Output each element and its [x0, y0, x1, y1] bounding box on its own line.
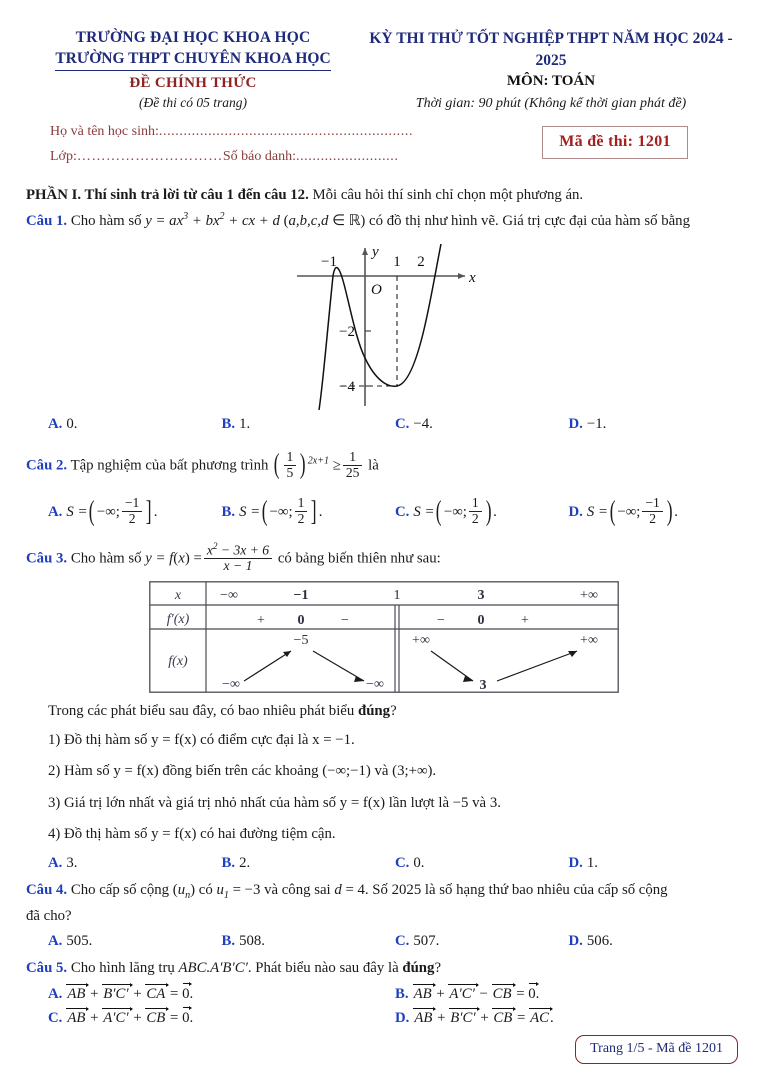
question-3-prompt [26, 703, 742, 720]
option-c-value: 507. [413, 933, 440, 950]
option-b-letter: B. [221, 504, 236, 521]
exam-subject: MÔN: TOÁN [506, 73, 596, 90]
statement-2: 2) Hàm số y = f(x) đồng biến trên các khoảng (−∞;−1) và (3;+∞). [48, 763, 437, 780]
f-left-end-neg-inf: −∞ [366, 677, 384, 693]
statement-1: 1) Đồ thị hàm số y = f(x) có điểm cực đại là x = −1. [48, 732, 355, 749]
zero-vector: 0 [528, 986, 536, 1003]
option-b-letter: B. [395, 986, 409, 1003]
exam-code-box: Mã đề thi: 1201 [542, 126, 688, 159]
vector-bprime-cprime: B′C′ [450, 1010, 476, 1027]
option-d-value: 506. [586, 933, 613, 950]
question-5-options-row-2 [26, 1010, 742, 1027]
option-c-value: −4. [413, 416, 433, 433]
fraction-numerator: $x^2 - 3x + 6$ [206, 541, 270, 558]
vector-cb: CB [492, 986, 512, 1003]
question-2-rhs-fraction [343, 450, 363, 481]
xtick-label-minus1: −1 [321, 254, 337, 271]
question-4-d: d = 4 [334, 881, 365, 898]
x-value-neg-inf: −∞ [220, 588, 238, 604]
option-b[interactable] [222, 497, 396, 529]
question-4-text [26, 879, 742, 903]
arrow-head-down-1 [354, 676, 364, 682]
rhs-numerator: 1 [349, 449, 357, 465]
x-value-pos-inf: +∞ [580, 588, 598, 604]
option-a-left-bound: −∞; [96, 504, 120, 521]
vector-ac: AC [530, 1010, 549, 1027]
question-5-text-c: ? [434, 960, 442, 977]
part-1-heading [26, 187, 742, 204]
question-4-u1: $u_1 = -3$ [216, 881, 261, 901]
student-info-row [0, 112, 768, 169]
vector-ca: CA [146, 986, 166, 1003]
option-a-left-paren: ( [89, 495, 96, 527]
base-numerator: 1 [286, 449, 294, 465]
option-a[interactable] [48, 416, 222, 433]
ytick-label-minus4: −4 [339, 379, 355, 396]
option-b-letter: B. [221, 416, 236, 433]
origin-label: O [371, 282, 382, 299]
option-a-value: 0. [66, 416, 78, 433]
question-5-text [26, 957, 742, 979]
option-b-letter: B. [221, 933, 236, 950]
question-3-fx: y = f(x) = [145, 550, 202, 567]
part-1-heading-rest: Mỗi câu hỏi thí sinh chỉ chọn một phương án. [308, 187, 584, 204]
question-3-fraction [204, 542, 272, 574]
official-exam-label: ĐỀ CHÍNH THỨC [129, 75, 257, 92]
option-a-letter: A. [48, 933, 63, 950]
sequence-subscript-n: n [185, 889, 191, 901]
question-5-label: Câu 5. [26, 960, 68, 977]
part-1-heading-bold: PHẦN I. Thí sinh trả lời từ câu 1 đến câu 12. [26, 187, 309, 204]
option-b-left-paren: ( [261, 495, 268, 527]
option-d[interactable] [569, 497, 743, 529]
f-left-start-neg-inf: −∞ [222, 677, 240, 693]
op-1: + [436, 986, 445, 1003]
option-d-value [586, 495, 678, 527]
option-c-equals: = 0. [170, 1010, 194, 1027]
y-axis-arrow [362, 248, 368, 255]
row-label-f: f(x) [168, 654, 188, 670]
option-b-den: 2 [295, 511, 308, 527]
question-2-text [26, 445, 742, 487]
fraction-denominator: x − 1 [204, 558, 272, 574]
option-b[interactable] [222, 416, 396, 433]
x-axis-arrow [458, 273, 465, 279]
option-a-letter: A. [48, 504, 63, 521]
question-4-text-a: Cho cấp số cộng [70, 881, 173, 898]
arrow-head-up-1 [283, 651, 291, 657]
option-c-letter: C. [395, 854, 410, 871]
option-c-value [413, 495, 497, 527]
option-c-den: 2 [469, 511, 482, 527]
exam-code-area [490, 120, 740, 159]
option-a-right-bracket: ] [146, 495, 152, 527]
option-d-letter: D. [568, 854, 583, 871]
y-axis-label: y [372, 244, 379, 261]
question-5-bold: đúng [402, 960, 435, 977]
question-2-relation: ≥ [332, 457, 341, 474]
option-d-num: −1 [645, 495, 660, 511]
sbd-label: Số báo danh: [222, 148, 296, 164]
option-d-letter: D. [568, 504, 583, 521]
variation-table [149, 581, 619, 693]
sign-plus-2: + [521, 613, 529, 629]
sbd-dots: ......................... [295, 148, 399, 164]
question-3-prompt-a: Trong các phát biểu sau đây, có bao nhiêu phát biểu [48, 703, 358, 720]
option-c[interactable] [48, 1010, 395, 1027]
option-c-right-paren: ) [485, 495, 492, 527]
option-d-right-paren: ) [666, 495, 673, 527]
base-denominator: 5 [284, 465, 297, 481]
row-label-x: x [174, 588, 182, 604]
sign-zero-2: 0 [477, 613, 485, 629]
university-name: TRƯỜNG ĐẠI HỌC KHOA HỌC [75, 29, 311, 46]
question-4-options [26, 933, 742, 950]
option-c[interactable] [395, 497, 569, 529]
sign-zero-1: 0 [297, 613, 305, 629]
arrow-up-1 [244, 651, 291, 681]
ytick-label-minus2: −2 [339, 324, 355, 341]
option-b-letter: B. [221, 854, 236, 871]
question-3-prompt-b: ? [390, 703, 397, 720]
x-value-1: 1 [393, 588, 401, 604]
option-b[interactable] [222, 933, 396, 950]
header-left-block [28, 28, 358, 112]
op-2: + [133, 1010, 142, 1027]
question-1-graph-container [26, 234, 742, 410]
student-name-dots: .............................................................. [158, 124, 414, 140]
exam-title: KỲ THI THỬ TỐT NGHIỆP THPT NĂM HỌC 2024 - 2025 [369, 30, 733, 69]
op-1: + [437, 1010, 446, 1027]
option-a[interactable] [48, 497, 222, 529]
question-1-text-a: Cho hàm số [70, 213, 146, 230]
option-d-fraction [642, 496, 662, 527]
option-a-letter: A. [48, 986, 63, 1003]
option-c-letter: C. [395, 933, 410, 950]
option-c-letter: C. [395, 504, 410, 521]
f-right-end-pos-inf: +∞ [580, 633, 598, 649]
question-3-options [26, 855, 742, 872]
question-2-label: Câu 2. [26, 457, 68, 474]
question-3-text-a: Cho hàm số [70, 550, 146, 567]
sign-minus-1: − [341, 613, 349, 629]
zero-vector: 0 [182, 986, 190, 1003]
question-3-text-b: có bảng biến thiên như sau: [274, 550, 441, 567]
vector-ab: AB [67, 986, 86, 1003]
question-4-text-b: có [195, 881, 217, 898]
u1-subscript: 1 [223, 889, 229, 901]
vector-cb: CB [146, 1010, 166, 1027]
question-2-exponent: 2x+1 [307, 456, 330, 468]
question-5-options-row-1 [26, 986, 742, 1003]
statement-4: 4) Đồ thị hàm số y = f(x) có hai đường tiệm cận. [48, 825, 336, 842]
option-a-fraction [122, 496, 142, 527]
op-1: + [90, 986, 99, 1003]
page-footer [575, 1035, 738, 1064]
vector-bprime-cprime: B′C′ [103, 986, 129, 1003]
option-a-tail: . [153, 504, 158, 521]
option-d-prefix: S = [586, 504, 608, 521]
statement-3: 3) Giá trị lớn nhất và giá trị nhỏ nhất của hàm số y = f(x) lần lượt là −5 và 3. [48, 794, 501, 811]
page-footer-box: Trang 1/5 - Mã đề 1201 [575, 1035, 738, 1064]
option-c[interactable] [395, 855, 569, 872]
option-a-prefix: S = [66, 504, 88, 521]
op-2: + [480, 1010, 489, 1027]
option-a-value: 3. [66, 854, 78, 871]
option-c-left-bound: −∞; [443, 504, 467, 521]
left-paren-icon: ( [273, 449, 280, 481]
question-3-label: Câu 3. [26, 550, 68, 567]
option-d-letter: D. [395, 1010, 410, 1027]
x-axis-label: x [469, 270, 476, 287]
question-3-prompt-bold: đúng [357, 703, 391, 720]
option-d-left-paren: ( [609, 495, 616, 527]
op-1: + [90, 1010, 99, 1027]
option-a-value [66, 495, 158, 527]
document-header [0, 0, 768, 112]
option-b-num: 1 [297, 495, 305, 511]
option-c-value: 0. [413, 854, 425, 871]
option-b-value: 508. [239, 933, 265, 950]
student-info-fields [28, 120, 490, 169]
option-a-letter: A. [48, 854, 63, 871]
option-d-equals: = AC. [517, 1010, 554, 1027]
option-a-num: −1 [124, 495, 140, 511]
vector-aprime-cprime: A′C′ [103, 1010, 129, 1027]
question-2-text-a: Tập nghiệm của bất phương trình [70, 457, 273, 474]
option-b[interactable] [222, 855, 396, 872]
option-b-value: 2. [239, 854, 251, 871]
option-a-equals: = 0. [170, 986, 194, 1003]
option-c[interactable] [395, 933, 569, 950]
f-right-start-pos-inf: +∞ [412, 633, 430, 649]
vector-ab: AB [413, 986, 432, 1003]
question-1-label: Câu 1. [26, 213, 68, 230]
u1-value: = −3 [232, 881, 261, 898]
question-1-formula: $y = ax^3 + bx^2$ + cx + d (a,b,c,d ∈ ℝ) [145, 211, 366, 230]
option-c-num: 1 [471, 495, 479, 511]
variation-table-container [26, 581, 742, 693]
arrow-up-2 [497, 651, 577, 681]
vector-ab: AB [414, 1010, 433, 1027]
rhs-denominator: 25 [343, 465, 363, 481]
option-a[interactable] [48, 855, 222, 872]
option-d[interactable] [569, 933, 743, 950]
option-a-den: 2 [122, 511, 142, 527]
exam-content [0, 169, 768, 1027]
vector-cb: CB [493, 1010, 513, 1027]
cubic-function-graph [279, 234, 489, 410]
option-a[interactable] [48, 933, 222, 950]
question-4-sequence-symbol: $(u_n)$ [172, 881, 196, 901]
option-d[interactable] [569, 855, 743, 872]
option-d-left-bound: −∞; [617, 504, 641, 521]
option-c-letter: C. [395, 416, 410, 433]
question-2-text-b: là [364, 457, 379, 474]
zero-vector: 0 [182, 1010, 190, 1027]
question-5-prism-name: ABC.A′B′C′ [178, 960, 248, 977]
option-b-right-bracket: ] [311, 495, 317, 527]
question-4-label: Câu 4. [26, 881, 68, 898]
option-d-value: −1. [586, 416, 607, 433]
option-d-value: 1. [586, 854, 598, 871]
right-paren-icon: ) [300, 449, 306, 481]
question-5-text-a: Cho hình lăng trụ [70, 960, 179, 977]
header-right-block [358, 28, 740, 112]
sign-plus-1: + [257, 613, 265, 629]
variation-arrows [244, 651, 577, 682]
arrow-down-2 [431, 651, 473, 681]
f-local-max-value: −5 [293, 633, 309, 649]
f-local-min-value: 3 [479, 678, 487, 694]
question-1-text-b: có đồ thị như hình vẽ. Giá trị cực đại của hàm số bằng [365, 213, 690, 230]
question-4-text-line2: đã cho? [26, 907, 72, 924]
option-c-letter: C. [48, 1010, 63, 1027]
student-name-line [50, 120, 490, 145]
option-a-value: 505. [66, 933, 93, 950]
option-d[interactable] [395, 1010, 742, 1027]
question-2-options [26, 497, 742, 529]
question-3-text [26, 543, 742, 575]
school-name: TRƯỜNG THPT CHUYÊN KHOA HỌC [55, 49, 330, 71]
student-name-label: Họ và tên học sinh: [50, 124, 159, 140]
op-2: − [479, 986, 488, 1003]
page-count-note: (Đề thi có 05 trang) [139, 95, 247, 111]
op-2: + [133, 986, 142, 1003]
class-dots: ………………………… [76, 148, 223, 164]
option-d-letter: D. [568, 933, 583, 950]
option-c-tail: . [493, 504, 497, 521]
question-4-text-d: . Số 2025 là số hạng thứ bao nhiêu của cấp số cộng [364, 881, 668, 898]
xtick-label-1: 1 [393, 254, 401, 271]
option-b-equals: = 0. [516, 986, 540, 1003]
question-2-base-fraction [284, 450, 297, 481]
option-d[interactable] [569, 416, 743, 433]
option-a[interactable] [48, 986, 395, 1003]
class-label: Lớp: [50, 148, 77, 164]
sign-minus-2: − [437, 613, 445, 629]
option-d-letter: D. [568, 416, 583, 433]
class-and-sbd-line [50, 145, 490, 170]
option-b-tail: . [318, 504, 323, 521]
option-c-prefix: S = [413, 504, 435, 521]
option-b-value [239, 495, 323, 527]
x-value-3: 3 [477, 588, 485, 604]
option-a-letter: A. [48, 416, 63, 433]
row-label-fprime: f′(x) [166, 612, 190, 628]
question-1-options [26, 416, 742, 433]
option-b-fraction [295, 496, 308, 527]
option-b[interactable] [395, 986, 742, 1003]
option-c-left-paren: ( [436, 495, 443, 527]
x-value-neg1: −1 [293, 588, 309, 604]
option-b-prefix: S = [239, 504, 261, 521]
exam-duration: Thời gian: 90 phút (Không kể thời gian phát đề) [415, 96, 687, 112]
option-c-fraction [469, 496, 482, 527]
option-d-tail: . [674, 504, 678, 521]
question-1-text [26, 209, 742, 232]
option-b-left-bound: −∞; [269, 504, 293, 521]
vector-aprime-cprime: A′C′ [449, 986, 475, 1003]
vector-ab: AB [67, 1010, 86, 1027]
option-c[interactable] [395, 416, 569, 433]
xtick-label-2: 2 [417, 254, 425, 271]
option-d-den: 2 [642, 511, 662, 527]
option-b-value: 1. [239, 416, 251, 433]
question-5-text-b: . Phát biểu nào sau đây là [247, 960, 403, 977]
question-4-text-c: và công sai [260, 881, 335, 898]
